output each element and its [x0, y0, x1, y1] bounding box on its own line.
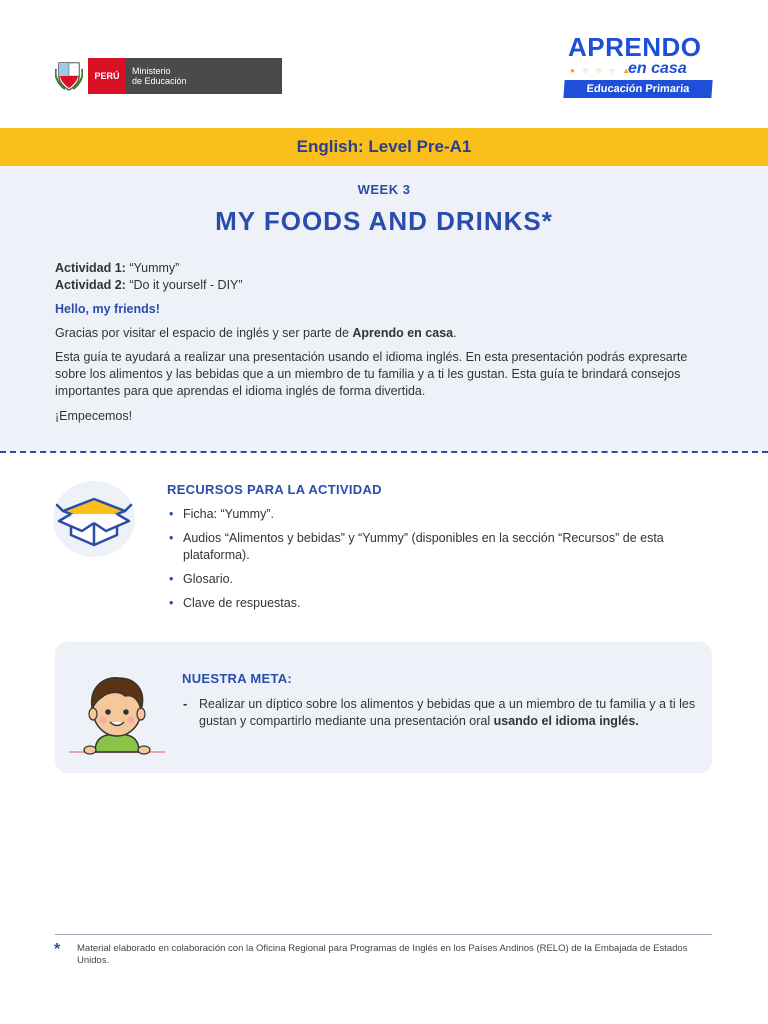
- minedu-logo: [54, 58, 282, 94]
- start-paragraph: ¡Empecemos!: [55, 409, 133, 423]
- activities: [55, 260, 715, 294]
- ministry-label: [126, 58, 282, 94]
- activity-2: [55, 277, 715, 294]
- brand-band: Educación Primaria: [563, 80, 712, 98]
- thanks-paragraph: [55, 325, 715, 342]
- aprendo-en-casa-logo: [560, 30, 720, 100]
- goal-text: [183, 696, 711, 730]
- week-label: WEEK 3: [357, 182, 411, 197]
- goal-text-regular: Realizar un díptico sobre los alimentos y bebidas que a un miembro de tu familia y a ti les gustan y compartirlo mediante una presentación oral: [199, 697, 696, 728]
- goal-heading: NUESTRA META:: [182, 671, 293, 686]
- list-item: • Clave de respuestas.: [167, 595, 715, 612]
- greeting: Hello, my friends!: [55, 302, 160, 316]
- list-item: • Audios “Alimentos y bebidas” y “Yummy” (disponibles en la sección “Recursos” de esta plataforma).: [167, 530, 715, 564]
- list-item: • Glosario.: [167, 571, 715, 588]
- ministry-line2: de Educación: [132, 76, 187, 86]
- brand-subtitle: en casa: [628, 60, 687, 77]
- footnote-asterisk-icon: *: [54, 941, 61, 958]
- goal-dash: -: [183, 696, 188, 711]
- open-box-icon: [53, 481, 135, 557]
- coat-of-arms-icon: [54, 58, 84, 94]
- thanks-text: Gracias por visitar el espacio de inglés y ser parte de: [55, 326, 353, 340]
- brand-dots-icon: ● ○ ○ ○ ▲: [570, 66, 634, 75]
- thanks-bold: Aprendo en casa: [352, 326, 454, 340]
- activity-1-value: “Yummy”: [125, 261, 180, 275]
- footer-divider: [55, 934, 712, 935]
- peru-label: PERÚ: [88, 58, 126, 94]
- thanks-end: .: [453, 326, 457, 340]
- page-title: MY FOODS AND DRINKS*: [215, 206, 553, 236]
- level-label: English: Level Pre-A1: [296, 137, 472, 156]
- child-avatar-icon: [67, 664, 167, 764]
- list-item: • Ficha: “Yummy”.: [167, 506, 715, 523]
- resources-heading: RECURSOS PARA LA ACTIVIDAD: [167, 482, 382, 497]
- footnote: Material elaborado en colaboración con la Oficina Regional para Programas de Inglés en los Países Andinos (RELO) de la Embajada de Estados Unidos.: [77, 943, 688, 966]
- goal-text-bold: usando el idioma inglés.: [493, 714, 639, 728]
- activity-1: [55, 260, 715, 277]
- resources-list: [167, 506, 715, 619]
- section-divider: [0, 451, 768, 453]
- guide-paragraph: Esta guía te ayudará a realizar una presentación usando el idioma inglés. En esta presentación podrás expresarte sobre los alimentos y las bebidas que a un miembro de tu familia y a ti les gustan. Esta guía te brindará consejos importantes para que aprendas el idioma inglés de forma divertida.: [55, 350, 688, 398]
- level-band: [0, 128, 768, 166]
- activity-2-value: “Do it yourself - DIY”: [125, 278, 243, 292]
- activity-1-label: Actividad 1:: [55, 261, 126, 275]
- resources-icon-circle: [53, 481, 135, 557]
- ministry-line1: Ministerio: [132, 66, 171, 76]
- brand-title: APRENDO: [568, 32, 702, 62]
- activity-2-label: Actividad 2:: [55, 278, 126, 292]
